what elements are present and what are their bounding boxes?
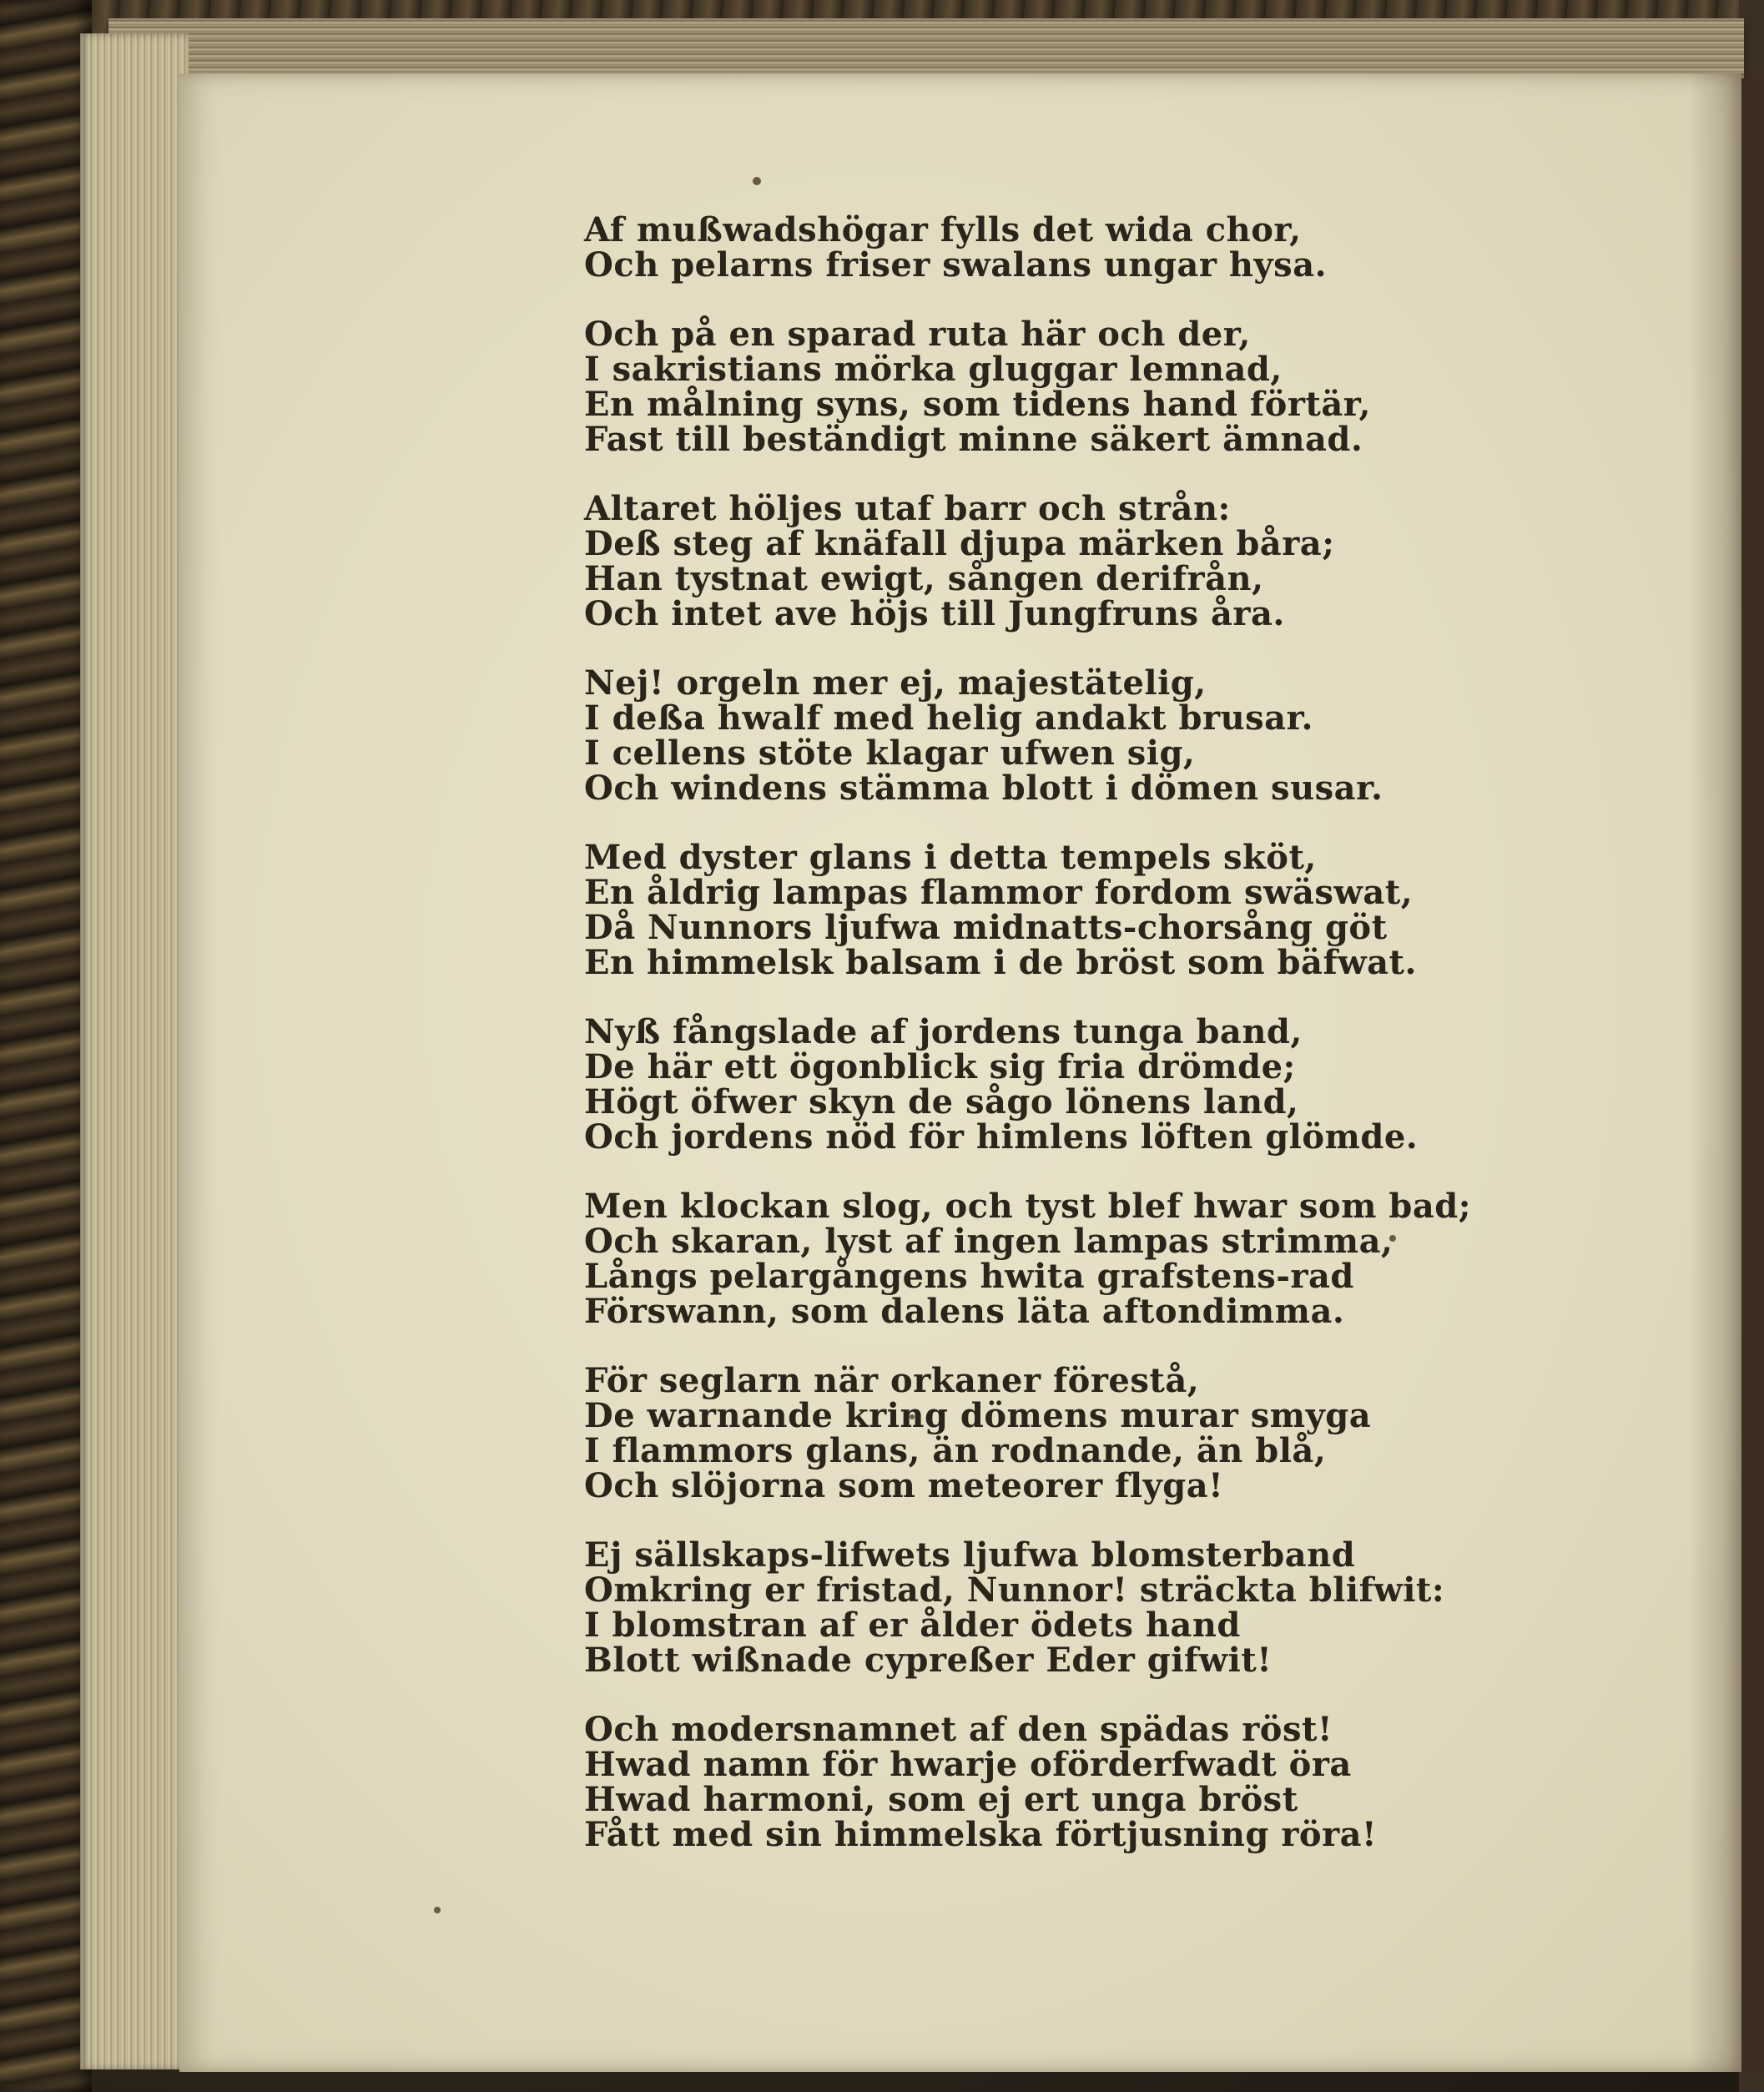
book-cover-left (0, 0, 92, 2092)
poem-line: I sakristians mörka gluggar lemnad, (584, 350, 1283, 389)
poem-line: De warnande kring dömens murar smyga (584, 1396, 1372, 1435)
poem-line: Han tystnat ewigt, sången derifrån, (584, 559, 1264, 598)
poem-line: En himmelsk balsam i de bröst som bäfwat. (584, 943, 1417, 982)
poem-line: Blott wißnade cypreßer Eder gifwit! (584, 1641, 1273, 1680)
poem-line: Och windens stämma blott i dömen susar. (584, 769, 1383, 808)
poem-line: Deß steg af knäfall djupa märken båra; (584, 524, 1335, 563)
stanza (584, 663, 1752, 808)
poem-line: I deßa hwalf med helig andakt brusar. (584, 698, 1313, 738)
stanza (584, 1012, 1752, 1157)
stanza (584, 491, 1752, 632)
poem-line: En målning syns, som tidens hand förtär, (584, 385, 1371, 424)
poem-line: Altaret höljes utaf barr och strån: (584, 489, 1231, 528)
poem-line: Ej sällskaps-lifwets ljufwa blomsterband (584, 1535, 1356, 1575)
poem-line: Nyß fångslade af jordens tunga band, (584, 1012, 1303, 1051)
poem-line: I cellens stöte klagar ufwen sig, (584, 733, 1196, 773)
page-edges-left (80, 33, 189, 2069)
poem-line: Hwad namn för hwarje oförderfwadt öra (584, 1745, 1352, 1784)
poem-line: I blomstran af er ålder ödets hand (584, 1606, 1241, 1645)
poem-line: Och intet ave höjs till Jungfruns åra. (584, 594, 1285, 633)
poem-line: Förswann, som dalens läta aftondimma. (584, 1292, 1345, 1331)
stanza (584, 1712, 1752, 1853)
poem-line: Och slöjorna som meteorer flyga! (584, 1466, 1224, 1505)
poem-line: Och jordens nöd för himlens löften glömde. (584, 1117, 1419, 1157)
stanza (584, 1361, 1752, 1505)
poem-line: Hwad harmoni, som ej ert unga bröst (584, 1780, 1298, 1819)
poem-line: Af mußwadshögar fylls det wida chor, (584, 210, 1302, 250)
poem-line: I flammors glans, än rodnande, än blå, (584, 1431, 1327, 1470)
stanza (584, 210, 1752, 285)
poem-line: De här ett ögonblick sig fria drömde; (584, 1047, 1296, 1086)
paper-speck (434, 1907, 441, 1913)
poem-line: Men klockan slog, och tyst blef hwar som bad; (584, 1187, 1471, 1226)
poem-text (584, 210, 1752, 1887)
stanza (584, 1535, 1752, 1680)
poem-line: Fast till beständigt minne säkert ämnad. (584, 420, 1363, 459)
poem-line: Och modersnamnet af den spädas röst! (584, 1710, 1333, 1749)
poem-line: Då Nunnors ljufwa midnatts-chorsång göt (584, 908, 1388, 947)
poem-line: Omkring er fristad, Nunnor! sträckta blifwit: (584, 1570, 1445, 1610)
poem-line: Högt öfwer skyn de sågo lönens land, (584, 1082, 1299, 1122)
stanza (584, 1189, 1752, 1329)
stanza (584, 840, 1752, 980)
stanza (584, 317, 1752, 457)
poem-line: Och skaran, lyst af ingen lampas strimma, (584, 1222, 1394, 1261)
paper-speck (753, 177, 761, 185)
poem-line: Långs pelargångens hwita grafstens-rad (584, 1257, 1354, 1296)
poem-line: Och på en sparad ruta här och der, (584, 315, 1251, 354)
poem-line: För seglarn när orkaner förestå, (584, 1361, 1200, 1400)
poem-line: En åldrig lampas flammor fordom swäswat, (584, 873, 1414, 912)
poem-line: Fått med sin himmelska förtjusning röra! (584, 1815, 1378, 1854)
poem-line: Och pelarns friser swalans ungar hysa. (584, 245, 1328, 285)
page-edges-top (108, 18, 1744, 78)
poem-line: Nej! orgeln mer ej, majestätelig, (584, 663, 1207, 703)
poem-line: Med dyster glans i detta tempels sköt, (584, 838, 1317, 877)
